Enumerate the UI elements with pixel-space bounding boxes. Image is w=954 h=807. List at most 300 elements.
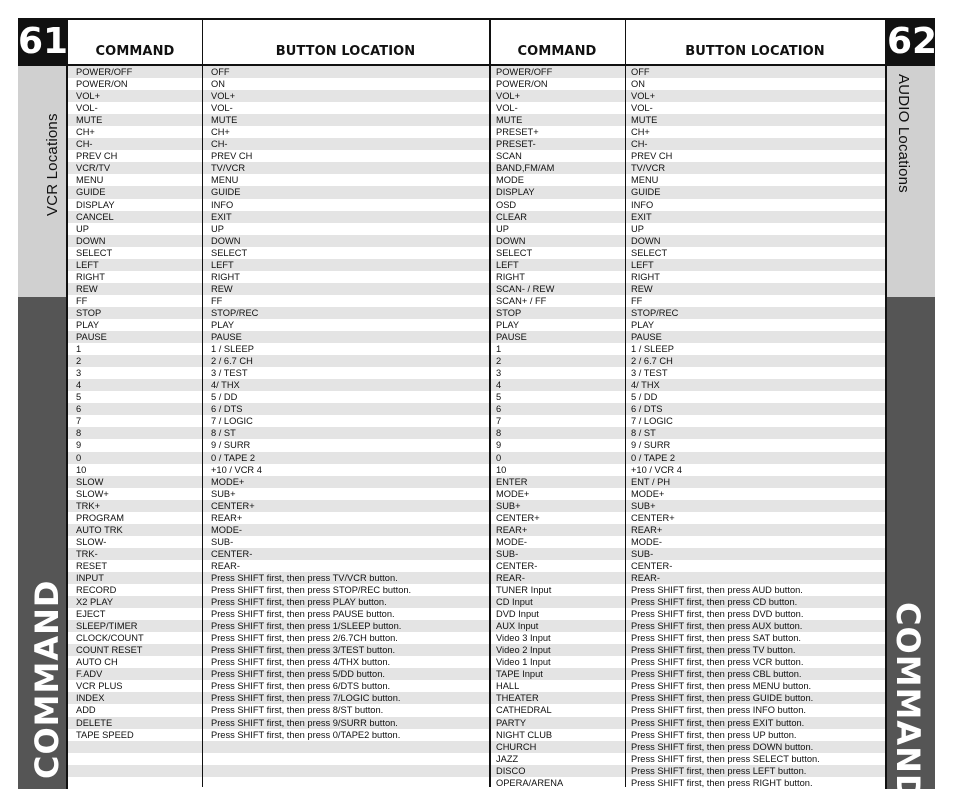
table-row [68,536,885,548]
vcr-command-cell: SLEEP/TIMER [76,621,138,632]
vcr-button-location-cell: 2 / 6.7 CH [211,356,253,367]
vcr-command-cell: SLOW [76,476,104,487]
sidebar-left-top [18,66,66,297]
vcr-command-cell: POWER/OFF [76,67,133,77]
vcr-locations-label: VCR Locations [44,113,61,216]
audio-command-cell: 4 [496,380,502,391]
table-row [68,668,885,680]
audio-command-cell: RIGHT [496,271,525,282]
audio-button-location-cell: Press SHIFT first, then press UP button. [631,729,797,740]
vcr-button-location-cell: OFF [211,67,230,77]
table-row [68,427,885,439]
vcr-button-location-cell: MENU [211,175,239,186]
vcr-command-cell: 8 [76,428,82,439]
audio-command-cell: SUB- [496,548,519,559]
audio-command-cell: MODE- [496,536,527,547]
table-row [68,608,885,620]
audio-command-cell: Video 3 Input [496,633,551,644]
header-command-audio: COMMAND [517,44,597,59]
audio-command-cell: HALL [496,681,520,692]
audio-button-location-cell: RIGHT [631,271,660,282]
vcr-command-cell: F.ADV [76,669,103,680]
table-row [68,126,885,138]
table-row [68,162,885,174]
vcr-command-cell: CH+ [76,127,95,138]
vcr-command-cell: 3 [76,368,82,379]
audio-button-location-cell: 4/ THX [631,380,660,391]
vcr-button-location-cell: MODE- [211,524,242,535]
table-row [68,283,885,295]
vcr-button-location-cell: 9 / SURR [211,440,251,451]
vcr-button-location-cell: CH+ [211,127,230,138]
table-row [68,584,885,596]
command-table [66,18,887,789]
audio-command-cell: 7 [496,416,502,427]
vcr-button-location-cell: PLAY [211,319,235,330]
audio-button-location-cell: UP [631,223,644,234]
vcr-button-location-cell: 3 / TEST [211,368,248,379]
audio-button-location-cell: TV/VCR [631,163,666,174]
audio-command-cell: CLEAR [496,211,528,222]
audio-command-cell: THEATER [496,693,539,704]
audio-button-location-cell: Press SHIFT first, then press TV button. [631,645,796,656]
sidebar-right-top [887,66,935,297]
table-body [68,66,885,789]
audio-command-cell: PARTY [496,717,527,728]
vcr-button-location-cell: RIGHT [211,271,240,282]
table-row [68,765,885,777]
audio-command-cell: 9 [496,440,502,451]
audio-button-location-cell: Press SHIFT first, then press SAT button. [631,633,801,644]
table-row [68,415,885,427]
vcr-button-location-cell: STOP/REC [211,307,259,318]
audio-command-cell: LEFT [496,259,519,270]
vcr-button-location-cell: VOL- [211,103,233,114]
audio-command-cell: TAPE Input [496,669,543,680]
audio-command-cell: Video 1 Input [496,657,551,668]
audio-button-location-cell: Press SHIFT first, then press AUX button. [631,621,803,632]
vcr-button-location-cell: PAUSE [211,332,242,343]
vcr-command-cell: CH- [76,139,93,150]
audio-button-location-cell: Press SHIFT first, then press INFO button. [631,705,806,716]
audio-command-cell: PLAY [496,319,520,330]
vcr-command-cell: DOWN [76,235,106,246]
vcr-button-location-cell: Press SHIFT first, then press 3/TEST button. [211,645,396,656]
vcr-button-location-cell: EXIT [211,211,232,222]
vcr-command-cell: SLOW+ [76,488,109,499]
audio-command-cell: VOL+ [496,91,521,102]
audio-button-location-cell: 7 / LOGIC [631,416,673,427]
audio-button-location-cell: CENTER+ [631,512,675,523]
table-row [68,644,885,656]
table-row [68,729,885,741]
vcr-command-cell: VCR/TV [76,163,111,174]
vcr-command-cell: SELECT [76,247,113,258]
vcr-button-location-cell: UP [211,223,224,234]
audio-button-location-cell: CH+ [631,127,650,138]
audio-command-cell: DVD Input [496,609,539,620]
audio-button-location-cell: 3 / TEST [631,368,668,379]
audio-button-location-cell: MENU [631,175,659,186]
audio-button-location-cell: +10 / VCR 4 [631,464,682,475]
table-row [68,753,885,765]
table-row [68,452,885,464]
audio-command-cell: STOP [496,307,522,318]
column-divider [202,20,203,787]
audio-command-cell: OSD [496,199,517,210]
vcr-button-location-cell: SUB+ [211,488,236,499]
vcr-button-location-cell: Press SHIFT first, then press 7/LOGIC button. [211,693,401,704]
audio-command-cell: MODE+ [496,488,530,499]
vcr-button-location-cell: 0 / TAPE 2 [211,452,256,463]
vcr-button-location-cell: INFO [211,199,234,210]
vcr-command-cell: 2 [76,356,82,367]
audio-button-location-cell: FF [631,295,643,306]
vcr-button-location-cell: Press SHIFT first, then press 6/DTS button. [211,681,391,692]
audio-button-location-cell: MODE- [631,536,662,547]
vcr-command-cell: VCR PLUS [76,681,123,692]
vcr-button-location-cell: TV/VCR [211,163,246,174]
vcr-command-cell: REW [76,283,98,294]
page-number-left: 61 [18,18,66,66]
vcr-command-cell: PAUSE [76,332,107,343]
vcr-command-cell: MUTE [76,115,103,126]
vcr-command-cell: FF [76,295,88,306]
vcr-command-cell: INDEX [76,693,105,704]
vcr-command-cell: 9 [76,440,82,451]
audio-button-location-cell: REAR+ [631,524,663,535]
audio-command-cell: SCAN+ / FF [496,295,547,306]
vcr-command-cell: MENU [76,175,104,186]
vcr-button-location-cell: 8 / ST [211,428,236,439]
table-row [68,379,885,391]
audio-command-cell: POWER/OFF [496,67,553,77]
audio-command-cell: REAR+ [496,524,528,535]
table-row [68,150,885,162]
vcr-button-location-cell: Press SHIFT first, then press 5/DD button. [211,669,385,680]
vcr-button-location-cell: DOWN [211,235,241,246]
audio-button-location-cell: STOP/REC [631,307,679,318]
audio-button-location-cell: Press SHIFT first, then press GUIDE button. [631,693,814,704]
audio-command-cell: 10 [496,464,507,475]
table-row [68,692,885,704]
audio-button-location-cell: 1 / SLEEP [631,344,674,355]
table-row [68,247,885,259]
table-row [68,307,885,319]
vcr-button-location-cell: Press SHIFT first, then press PLAY button. [211,597,387,608]
vcr-button-location-cell: 5 / DD [211,392,238,403]
audio-command-cell: Video 2 Input [496,645,551,656]
vcr-command-cell: 5 [76,392,82,403]
audio-button-location-cell: Press SHIFT first, then press DOWN button. [631,741,814,752]
audio-button-location-cell: PREV CH [631,151,673,162]
audio-button-location-cell: CENTER- [631,560,673,571]
audio-button-location-cell: MUTE [631,115,658,126]
vcr-button-location-cell: 4/ THX [211,380,240,391]
audio-command-cell: TUNER Input [496,585,552,596]
audio-command-cell: CENTER+ [496,512,540,523]
table-row [68,295,885,307]
vcr-button-location-cell: Press SHIFT first, then press 4/THX button. [211,657,391,668]
audio-command-cell: VOL- [496,103,518,114]
table-row [68,439,885,451]
vcr-command-cell: DELETE [76,717,113,728]
audio-command-cell: SELECT [496,247,533,258]
vcr-command-cell: PROGRAM [76,512,125,523]
table-row [68,319,885,331]
table-row [68,560,885,572]
vcr-command-cell: X2 PLAY [76,597,114,608]
audio-button-location-cell: MODE+ [631,488,665,499]
audio-button-location-cell: VOL- [631,103,653,114]
vcr-button-location-cell: CENTER+ [211,500,255,511]
audio-button-location-cell: INFO [631,199,654,210]
vcr-command-cell: 7 [76,416,82,427]
audio-button-location-cell: ON [631,79,645,90]
vcr-command-cell: POWER/ON [76,79,128,90]
audio-button-location-cell: 8 / ST [631,428,656,439]
audio-command-cell: NIGHT CLUB [496,729,553,740]
audio-button-location-cell: SUB- [631,548,654,559]
table-row [68,331,885,343]
sidebar-right-bottom [887,297,935,802]
table-row [68,211,885,223]
table-row [68,271,885,283]
audio-button-location-cell: PLAY [631,319,655,330]
table-row [68,488,885,500]
audio-button-location-cell: Press SHIFT first, then press MENU button. [631,681,812,692]
audio-command-cell: 8 [496,428,502,439]
vcr-command-cell: RIGHT [76,271,105,282]
table-row [68,524,885,536]
vcr-button-location-cell: Press SHIFT first, then press 2/6.7CH button. [211,633,398,644]
audio-button-location-cell: REAR- [631,572,660,583]
vcr-command-cell: RECORD [76,585,117,596]
audio-command-cell: CATHEDRAL [496,705,552,716]
vcr-command-cell: AUTO TRK [76,524,123,535]
audio-button-location-cell: 0 / TAPE 2 [631,452,676,463]
vcr-button-location-cell: REAR- [211,560,240,571]
vcr-button-location-cell: REAR+ [211,512,243,523]
vcr-command-cell: 1 [76,344,82,355]
audio-button-location-cell: Press SHIFT first, then press RIGHT button. [631,777,813,788]
table-row [68,572,885,584]
vcr-command-cell: TAPE SPEED [76,729,134,740]
table-row [68,199,885,211]
table-row [68,355,885,367]
audio-command-cell: BAND,FM/AM [496,163,555,174]
audio-command-cell: 3 [496,368,502,379]
audio-command-cell: SUB+ [496,500,521,511]
audio-command-cell: DOWN [496,235,526,246]
audio-button-location-cell: Press SHIFT first, then press SELECT button. [631,753,820,764]
vcr-command-cell: PLAY [76,319,100,330]
vcr-button-location-cell: SUB- [211,536,234,547]
vcr-button-location-cell: PREV CH [211,151,253,162]
vcr-command-cell: 0 [76,452,82,463]
audio-button-location-cell: GUIDE [631,187,661,198]
table-row [68,367,885,379]
vcr-command-cell: RESET [76,560,107,571]
vcr-command-cell: LEFT [76,259,99,270]
table-row [68,717,885,729]
vcr-button-location-cell: VOL+ [211,91,236,102]
table-row [68,777,885,789]
vcr-command-cell: AUTO CH [76,657,118,668]
vcr-button-location-cell: MODE+ [211,476,245,487]
audio-command-cell: MODE [496,175,524,186]
audio-command-cell: SCAN [496,151,522,162]
audio-command-cell: POWER/ON [496,79,548,90]
audio-command-cell: JAZZ [496,753,519,764]
table-row [68,680,885,692]
vcr-button-location-cell: 1 / SLEEP [211,344,254,355]
vcr-button-location-cell: FF [211,295,223,306]
table-row [68,391,885,403]
page-number-right: 62 [887,18,935,66]
table-row [68,632,885,644]
audio-button-location-cell: DOWN [631,235,661,246]
audio-command-cell: 6 [496,404,502,415]
audio-command-cell: AUX Input [496,621,539,632]
vcr-command-cell: ADD [76,705,96,716]
audio-command-cell: UP [496,223,509,234]
vcr-button-location-cell: GUIDE [211,187,241,198]
table-row [68,403,885,415]
vcr-button-location-cell: 7 / LOGIC [211,416,253,427]
column-divider [625,20,626,787]
audio-command-cell: CD Input [496,597,533,608]
vcr-button-location-cell: Press SHIFT first, then press 1/SLEEP button. [211,621,402,632]
audio-button-location-cell: 6 / DTS [631,404,663,415]
vcr-command-cell: PREV CH [76,151,118,162]
command-side-label-left: COMMAND [28,579,66,779]
audio-command-cell: 5 [496,392,502,403]
table-row [68,741,885,753]
vcr-command-cell: TRK+ [76,500,101,511]
table-row [68,102,885,114]
table-row [68,235,885,247]
header-command-vcr: COMMAND [95,44,175,59]
vcr-button-location-cell: SELECT [211,247,248,258]
vcr-command-cell: VOL- [76,103,98,114]
vcr-command-cell: 4 [76,380,82,391]
vcr-button-location-cell: Press SHIFT first, then press 8/ST button. [211,705,384,716]
audio-button-location-cell: VOL+ [631,91,656,102]
table-row [68,512,885,524]
vcr-button-location-cell: +10 / VCR 4 [211,464,262,475]
vcr-button-location-cell: Press SHIFT first, then press 0/TAPE2 button. [211,729,401,740]
audio-command-cell: DISPLAY [496,187,535,198]
vcr-command-cell: STOP [76,307,102,318]
table-row [68,186,885,198]
table-row [68,66,885,78]
audio-button-location-cell: REW [631,283,653,294]
audio-locations-label: AUDIO Locations [895,74,912,193]
table-row [68,259,885,271]
table-row [68,174,885,186]
table-row [68,620,885,632]
vcr-button-location-cell: Press SHIFT first, then press 9/SURR button. [211,717,398,728]
audio-button-location-cell: EXIT [631,211,652,222]
vcr-command-cell: CLOCK/COUNT [76,633,144,644]
table-row [68,476,885,488]
audio-command-cell: PAUSE [496,332,527,343]
audio-button-location-cell: Press SHIFT first, then press DVD button. [631,609,804,620]
table-row [68,464,885,476]
table-row [68,138,885,150]
sidebar-left-bottom [18,297,66,789]
audio-button-location-cell: Press SHIFT first, then press CD button. [631,597,798,608]
audio-command-cell: PRESET+ [496,127,539,138]
header-button-location-vcr: BUTTON LOCATION [275,44,416,59]
audio-button-location-cell: CH- [631,139,648,150]
audio-button-location-cell: ENT / PH [631,476,671,487]
vcr-command-cell: UP [76,223,89,234]
vcr-command-cell: EJECT [76,609,106,620]
vcr-button-location-cell: Press SHIFT first, then press STOP/REC button. [211,585,412,596]
audio-button-location-cell: Press SHIFT first, then press CBL button. [631,669,802,680]
table-row [68,90,885,102]
audio-command-cell: 1 [496,344,502,355]
table-row [68,704,885,716]
audio-command-cell: CHURCH [496,741,537,752]
audio-command-cell: ENTER [496,476,528,487]
audio-command-cell: 0 [496,452,502,463]
audio-command-cell: SCAN- / REW [496,283,555,294]
vcr-command-cell: INPUT [76,572,104,583]
header-button-location-audio: BUTTON LOCATION [685,44,825,59]
table-row [68,78,885,90]
audio-button-location-cell: 2 / 6.7 CH [631,356,673,367]
audio-command-cell: PRESET- [496,139,536,150]
vcr-command-cell: TRK- [76,548,98,559]
audio-button-location-cell: 5 / DD [631,392,658,403]
vcr-command-cell: 6 [76,404,82,415]
vcr-button-location-cell: ON [211,79,225,90]
table-row [68,548,885,560]
audio-button-location-cell: 9 / SURR [631,440,671,451]
vcr-command-cell: CANCEL [76,211,114,222]
center-divider [489,20,491,787]
table-row [68,500,885,512]
vcr-command-cell: GUIDE [76,187,106,198]
vcr-button-location-cell: LEFT [211,259,234,270]
vcr-command-cell: 10 [76,464,87,475]
vcr-button-location-cell: CENTER- [211,548,253,559]
vcr-button-location-cell: MUTE [211,115,238,126]
table-row [68,656,885,668]
vcr-command-cell: SLOW- [76,536,107,547]
audio-button-location-cell: PAUSE [631,332,662,343]
audio-button-location-cell: Press SHIFT first, then press LEFT button. [631,765,807,776]
command-side-label-right: COMMAND [889,602,927,802]
audio-button-location-cell: OFF [631,67,650,77]
table-row [68,223,885,235]
vcr-button-location-cell: 6 / DTS [211,404,243,415]
audio-command-cell: DISCO [496,765,526,776]
audio-command-cell: CENTER- [496,560,538,571]
audio-command-cell: MUTE [496,115,523,126]
vcr-button-location-cell: Press SHIFT first, then press TV/VCR button. [211,572,398,583]
table-row [68,596,885,608]
vcr-button-location-cell: Press SHIFT first, then press PAUSE button. [211,609,395,620]
vcr-button-location-cell: REW [211,283,233,294]
audio-button-location-cell: Press SHIFT first, then press EXIT button. [631,717,805,728]
audio-button-location-cell: Press SHIFT first, then press VCR button. [631,657,804,668]
vcr-button-location-cell: CH- [211,139,228,150]
audio-button-location-cell: LEFT [631,259,654,270]
